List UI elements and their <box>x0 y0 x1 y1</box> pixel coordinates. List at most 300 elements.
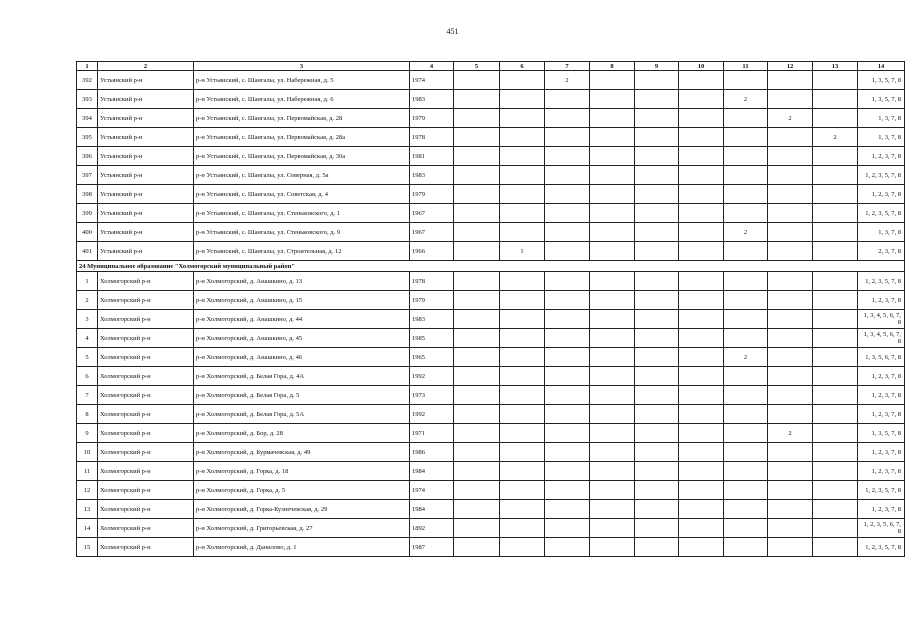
cell-c7 <box>545 405 590 424</box>
cell-n: 398 <box>77 185 98 204</box>
cell-c6 <box>500 462 545 481</box>
page-number: 451 <box>446 27 459 36</box>
cell-district: Холмогорский р-н <box>98 367 194 386</box>
cell-n: 395 <box>77 128 98 147</box>
cell-c5 <box>454 204 500 223</box>
cell-c12 <box>768 538 813 557</box>
cell-n: 4 <box>77 329 98 348</box>
cell-n: 9 <box>77 424 98 443</box>
cell-n: 394 <box>77 109 98 128</box>
cell-c10 <box>679 71 724 90</box>
column-header: 10 <box>679 62 724 71</box>
cell-c12 <box>768 500 813 519</box>
cell-year: 1992 <box>410 405 454 424</box>
cell-n: 13 <box>77 500 98 519</box>
cell-c10 <box>679 519 724 538</box>
cell-c7 <box>545 272 590 291</box>
cell-c9 <box>635 310 679 329</box>
cell-address: р-н Устьянский, с. Шангалы, ул. Первомайская, д. 28а <box>194 128 410 147</box>
cell-c6 <box>500 185 545 204</box>
cell-c13 <box>813 386 858 405</box>
cell-notes: 1, 3, 4, 5, 6, 7, 8 <box>858 329 905 348</box>
cell-c12 <box>768 367 813 386</box>
cell-c8 <box>590 242 635 261</box>
cell-n: 6 <box>77 367 98 386</box>
cell-year: 1978 <box>410 272 454 291</box>
cell-c6 <box>500 481 545 500</box>
cell-c5 <box>454 348 500 367</box>
cell-c10 <box>679 424 724 443</box>
cell-c5 <box>454 128 500 147</box>
cell-c8 <box>590 538 635 557</box>
cell-c7 <box>545 223 590 242</box>
cell-c12 <box>768 405 813 424</box>
cell-c10 <box>679 405 724 424</box>
cell-c5 <box>454 500 500 519</box>
cell-c13 <box>813 481 858 500</box>
cell-c6 <box>500 310 545 329</box>
table-row <box>77 500 905 519</box>
cell-c10 <box>679 481 724 500</box>
cell-year: 1981 <box>410 147 454 166</box>
cell-district: Устьянский р-н <box>98 71 194 90</box>
cell-c7 <box>545 500 590 519</box>
cell-c9 <box>635 424 679 443</box>
cell-c12: 2 <box>768 424 813 443</box>
cell-address: р-н Холмогорский, д. Григорьевская, д. 27 <box>194 519 410 538</box>
cell-year: 1986 <box>410 443 454 462</box>
cell-notes: 1, 2, 3, 7, 8 <box>858 386 905 405</box>
cell-c7 <box>545 166 590 185</box>
cell-c6 <box>500 166 545 185</box>
cell-c10 <box>679 223 724 242</box>
header-row <box>77 62 905 71</box>
cell-c8 <box>590 310 635 329</box>
table-row <box>77 128 905 147</box>
cell-c13 <box>813 329 858 348</box>
cell-c9 <box>635 185 679 204</box>
cell-c10 <box>679 272 724 291</box>
cell-c12 <box>768 185 813 204</box>
cell-c5 <box>454 90 500 109</box>
cell-c5 <box>454 185 500 204</box>
table-row <box>77 71 905 90</box>
cell-c8 <box>590 147 635 166</box>
cell-address: р-н Холмогорский, д. Белая Гора, д. 5 <box>194 386 410 405</box>
cell-c13 <box>813 538 858 557</box>
table-row <box>77 204 905 223</box>
cell-c7 <box>545 242 590 261</box>
cell-c5 <box>454 519 500 538</box>
cell-c8 <box>590 367 635 386</box>
cell-c6 <box>500 204 545 223</box>
cell-district: Устьянский р-н <box>98 223 194 242</box>
cell-c7 <box>545 386 590 405</box>
cell-c12 <box>768 348 813 367</box>
table-row <box>77 310 905 329</box>
cell-address: р-н Холмогорский, д. Горка, д. 18 <box>194 462 410 481</box>
cell-c11 <box>724 128 768 147</box>
cell-c10 <box>679 310 724 329</box>
cell-c10 <box>679 291 724 310</box>
cell-address: р-н Холмогорский, д. Анашкино, д. 44 <box>194 310 410 329</box>
cell-notes: 1, 2, 3, 7, 8 <box>858 443 905 462</box>
table-row <box>77 185 905 204</box>
cell-c5 <box>454 386 500 405</box>
cell-c9 <box>635 109 679 128</box>
cell-c8 <box>590 462 635 481</box>
cell-year: 1979 <box>410 291 454 310</box>
cell-address: р-н Холмогорский, д. Даниловo, д. 1 <box>194 538 410 557</box>
cell-district: Холмогорский р-н <box>98 538 194 557</box>
cell-c9 <box>635 538 679 557</box>
cell-district: Холмогорский р-н <box>98 310 194 329</box>
cell-n: 10 <box>77 443 98 462</box>
cell-year: 1984 <box>410 500 454 519</box>
table-row <box>77 109 905 128</box>
cell-c6: 1 <box>500 242 545 261</box>
cell-year: 1983 <box>410 166 454 185</box>
cell-address: р-н Холмогорский, д. Белая Гора, д. 5А <box>194 405 410 424</box>
cell-c11 <box>724 329 768 348</box>
register-table <box>76 61 905 557</box>
cell-c8 <box>590 348 635 367</box>
cell-address: р-н Устьянский, с. Шангалы, ул. Северная, д. 5а <box>194 166 410 185</box>
cell-c5 <box>454 272 500 291</box>
cell-address: р-н Устьянский, с. Шангалы, ул. Первомайская, д. 30а <box>194 147 410 166</box>
cell-c13 <box>813 291 858 310</box>
cell-n: 14 <box>77 519 98 538</box>
column-header: 1 <box>77 62 98 71</box>
cell-year: 1978 <box>410 128 454 147</box>
cell-c11: 2 <box>724 90 768 109</box>
cell-c10 <box>679 242 724 261</box>
cell-district: Холмогорский р-н <box>98 329 194 348</box>
cell-c8 <box>590 519 635 538</box>
cell-c10 <box>679 462 724 481</box>
cell-address: р-н Устьянский, с. Шангалы, ул. Набережная, д. 6 <box>194 90 410 109</box>
cell-c6 <box>500 386 545 405</box>
cell-c11 <box>724 519 768 538</box>
cell-c12 <box>768 128 813 147</box>
cell-notes: 1, 3, 4, 5, 6, 7, 8 <box>858 310 905 329</box>
cell-c6 <box>500 147 545 166</box>
cell-district: Холмогорский р-н <box>98 386 194 405</box>
cell-notes: 1, 2, 3, 5, 7, 8 <box>858 166 905 185</box>
table-row <box>77 242 905 261</box>
cell-n: 5 <box>77 348 98 367</box>
cell-n: 11 <box>77 462 98 481</box>
cell-c7 <box>545 462 590 481</box>
cell-c9 <box>635 90 679 109</box>
cell-c9 <box>635 481 679 500</box>
cell-c12 <box>768 386 813 405</box>
cell-n: 7 <box>77 386 98 405</box>
cell-c12 <box>768 272 813 291</box>
cell-address: р-н Холмогорский, д. Анашкино, д. 46 <box>194 348 410 367</box>
cell-c5 <box>454 242 500 261</box>
cell-c12 <box>768 223 813 242</box>
cell-c6 <box>500 109 545 128</box>
cell-year: 1966 <box>410 242 454 261</box>
cell-c6 <box>500 223 545 242</box>
column-header: 3 <box>194 62 410 71</box>
cell-district: Устьянский р-н <box>98 128 194 147</box>
cell-c12 <box>768 90 813 109</box>
cell-c7 <box>545 310 590 329</box>
cell-c13 <box>813 272 858 291</box>
cell-notes: 1, 2, 3, 7, 8 <box>858 462 905 481</box>
cell-c11 <box>724 538 768 557</box>
cell-c6 <box>500 329 545 348</box>
cell-notes: 1, 2, 3, 7, 8 <box>858 291 905 310</box>
cell-year: 1992 <box>410 367 454 386</box>
cell-c10 <box>679 329 724 348</box>
cell-c12 <box>768 481 813 500</box>
column-header: 9 <box>635 62 679 71</box>
cell-district: Устьянский р-н <box>98 204 194 223</box>
cell-c13 <box>813 462 858 481</box>
cell-c12 <box>768 242 813 261</box>
cell-c9 <box>635 405 679 424</box>
cell-c8 <box>590 109 635 128</box>
cell-notes: 1, 2, 3, 5, 6, 7, 8 <box>858 519 905 538</box>
table-row <box>77 443 905 462</box>
cell-c8 <box>590 424 635 443</box>
cell-c11 <box>724 71 768 90</box>
cell-c5 <box>454 443 500 462</box>
cell-district: Холмогорский р-н <box>98 348 194 367</box>
cell-address: р-н Холмогорский, д. Анашкино, д. 45 <box>194 329 410 348</box>
cell-c11 <box>724 367 768 386</box>
cell-address: р-н Устьянский, с. Шангалы, ул. Набережная, д. 5 <box>194 71 410 90</box>
cell-district: Холмогорский р-н <box>98 443 194 462</box>
cell-c13 <box>813 223 858 242</box>
cell-c5 <box>454 223 500 242</box>
column-header: 4 <box>410 62 454 71</box>
cell-notes: 1, 3, 5, 7, 8 <box>858 424 905 443</box>
cell-district: Холмогорский р-н <box>98 272 194 291</box>
cell-notes: 1, 3, 7, 8 <box>858 109 905 128</box>
cell-c11 <box>724 386 768 405</box>
cell-c7: 2 <box>545 71 590 90</box>
cell-district: Устьянский р-н <box>98 109 194 128</box>
column-header: 12 <box>768 62 813 71</box>
cell-c7 <box>545 109 590 128</box>
cell-c13 <box>813 90 858 109</box>
cell-c9 <box>635 348 679 367</box>
table-row <box>77 166 905 185</box>
cell-n: 401 <box>77 242 98 261</box>
cell-c11 <box>724 147 768 166</box>
cell-notes: 1, 2, 3, 5, 7, 8 <box>858 481 905 500</box>
cell-c11 <box>724 500 768 519</box>
cell-n: 400 <box>77 223 98 242</box>
cell-notes: 1, 2, 3, 7, 8 <box>858 500 905 519</box>
cell-c9 <box>635 519 679 538</box>
cell-district: Холмогорский р-н <box>98 519 194 538</box>
cell-notes: 1, 3, 7, 8 <box>858 128 905 147</box>
cell-n: 393 <box>77 90 98 109</box>
cell-c7 <box>545 147 590 166</box>
cell-c12 <box>768 204 813 223</box>
column-header: 13 <box>813 62 858 71</box>
cell-year: 1974 <box>410 481 454 500</box>
cell-c10 <box>679 166 724 185</box>
cell-year: 1979 <box>410 185 454 204</box>
column-header: 8 <box>590 62 635 71</box>
cell-c6 <box>500 272 545 291</box>
cell-year: 1984 <box>410 462 454 481</box>
cell-year: 1965 <box>410 348 454 367</box>
cell-c9 <box>635 386 679 405</box>
cell-c11 <box>724 109 768 128</box>
cell-c9 <box>635 128 679 147</box>
cell-c5 <box>454 310 500 329</box>
cell-c7 <box>545 185 590 204</box>
table-row <box>77 462 905 481</box>
cell-address: р-н Устьянский, с. Шангалы, ул. Строительная, д. 12 <box>194 242 410 261</box>
cell-c6 <box>500 128 545 147</box>
table-row <box>77 90 905 109</box>
cell-address: р-н Холмогорский, д. Белая Гора, д. 4А <box>194 367 410 386</box>
table-row <box>77 367 905 386</box>
cell-n: 399 <box>77 204 98 223</box>
cell-district: Холмогорский р-н <box>98 462 194 481</box>
table-row <box>77 424 905 443</box>
table-row <box>77 147 905 166</box>
cell-c11 <box>724 242 768 261</box>
cell-c13 <box>813 405 858 424</box>
cell-c11 <box>724 272 768 291</box>
cell-c13 <box>813 242 858 261</box>
cell-c9 <box>635 291 679 310</box>
cell-c11 <box>724 405 768 424</box>
cell-notes: 1, 2, 3, 7, 8 <box>858 405 905 424</box>
cell-c9 <box>635 462 679 481</box>
cell-c8 <box>590 223 635 242</box>
cell-n: 15 <box>77 538 98 557</box>
cell-c13 <box>813 348 858 367</box>
cell-c7 <box>545 538 590 557</box>
cell-c9 <box>635 223 679 242</box>
cell-c6 <box>500 291 545 310</box>
cell-address: р-н Устьянский, с. Шангалы, ул. Стеньковского, д. 9 <box>194 223 410 242</box>
cell-c5 <box>454 424 500 443</box>
cell-c6 <box>500 348 545 367</box>
table-row <box>77 329 905 348</box>
cell-c11 <box>724 185 768 204</box>
cell-c5 <box>454 291 500 310</box>
cell-n: 392 <box>77 71 98 90</box>
cell-c13 <box>813 310 858 329</box>
cell-year: 1983 <box>410 90 454 109</box>
cell-district: Устьянский р-н <box>98 242 194 261</box>
cell-c10 <box>679 367 724 386</box>
cell-n: 8 <box>77 405 98 424</box>
cell-notes: 1, 2, 3, 7, 8 <box>858 185 905 204</box>
cell-n: 397 <box>77 166 98 185</box>
cell-notes: 2, 3, 7, 8 <box>858 242 905 261</box>
cell-c10 <box>679 538 724 557</box>
section-title: 24 Муниципальное образование "Холмогорский муниципальный район" <box>77 261 905 272</box>
table-row <box>77 291 905 310</box>
cell-c12 <box>768 166 813 185</box>
cell-c9 <box>635 242 679 261</box>
cell-c5 <box>454 462 500 481</box>
cell-district: Устьянский р-н <box>98 166 194 185</box>
cell-c8 <box>590 386 635 405</box>
cell-c6 <box>500 519 545 538</box>
cell-address: р-н Устьянский, с. Шангалы, ул. Первомайская, д. 28 <box>194 109 410 128</box>
cell-c9 <box>635 367 679 386</box>
cell-c13 <box>813 424 858 443</box>
cell-address: р-н Холмогорский, д. Бурмачевская, д. 49 <box>194 443 410 462</box>
cell-c10 <box>679 348 724 367</box>
cell-c10 <box>679 500 724 519</box>
column-header: 6 <box>500 62 545 71</box>
cell-n: 3 <box>77 310 98 329</box>
cell-year: 1985 <box>410 329 454 348</box>
cell-district: Устьянский р-н <box>98 90 194 109</box>
cell-c8 <box>590 204 635 223</box>
cell-c5 <box>454 405 500 424</box>
cell-c6 <box>500 367 545 386</box>
cell-c12 <box>768 310 813 329</box>
cell-address: р-н Устьянский, с. Шангалы, ул. Стеньковского, д. 1 <box>194 204 410 223</box>
cell-c13 <box>813 147 858 166</box>
cell-notes: 1, 2, 3, 7, 8 <box>858 367 905 386</box>
cell-c12 <box>768 462 813 481</box>
cell-c7 <box>545 128 590 147</box>
cell-c7 <box>545 443 590 462</box>
cell-c13 <box>813 204 858 223</box>
cell-c8 <box>590 329 635 348</box>
cell-n: 2 <box>77 291 98 310</box>
cell-c11 <box>724 462 768 481</box>
cell-c11 <box>724 443 768 462</box>
cell-notes: 1, 2, 3, 5, 7, 8 <box>858 538 905 557</box>
table-row <box>77 538 905 557</box>
column-header: 7 <box>545 62 590 71</box>
cell-c8 <box>590 71 635 90</box>
cell-year: 1987 <box>410 538 454 557</box>
cell-c8 <box>590 166 635 185</box>
cell-c13 <box>813 109 858 128</box>
cell-c11 <box>724 481 768 500</box>
cell-c11 <box>724 291 768 310</box>
cell-c6 <box>500 90 545 109</box>
cell-c7 <box>545 424 590 443</box>
cell-year: 1983 <box>410 310 454 329</box>
cell-c9 <box>635 147 679 166</box>
column-header: 11 <box>724 62 768 71</box>
cell-c11 <box>724 424 768 443</box>
cell-c6 <box>500 538 545 557</box>
cell-n: 396 <box>77 147 98 166</box>
cell-c5 <box>454 329 500 348</box>
cell-address: р-н Устьянский, с. Шангалы, ул. Советская, д. 4 <box>194 185 410 204</box>
cell-c13 <box>813 443 858 462</box>
cell-c12 <box>768 519 813 538</box>
cell-c8 <box>590 90 635 109</box>
cell-c10 <box>679 443 724 462</box>
cell-year: 1974 <box>410 71 454 90</box>
column-header: 14 <box>858 62 905 71</box>
cell-notes: 1, 3, 7, 8 <box>858 223 905 242</box>
cell-c9 <box>635 71 679 90</box>
cell-c7 <box>545 90 590 109</box>
